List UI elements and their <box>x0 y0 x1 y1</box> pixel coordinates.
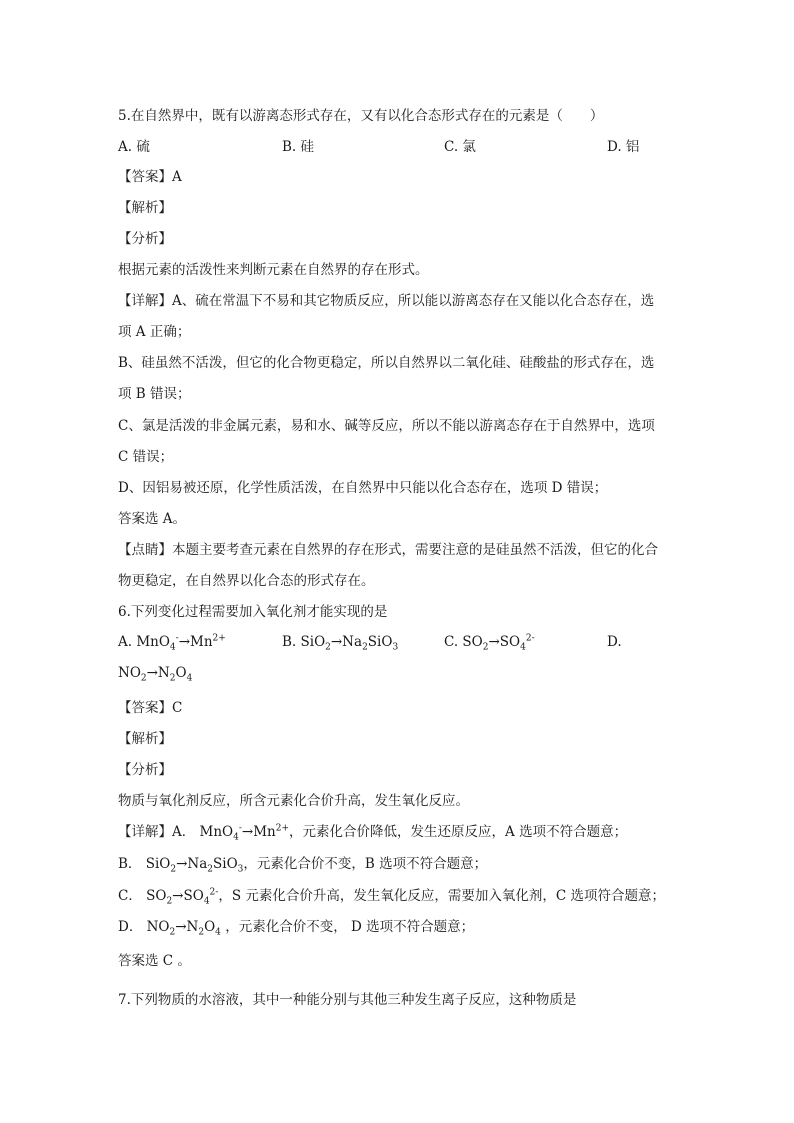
q5-dianjing-b: 物更稳定，在自然界以化合态的形式存在。 <box>118 573 375 589</box>
q5-detail-1a: A、硫在常温下不易和其它物质反应，所以能以游离态存在又能以化合态存在，选 <box>172 293 655 309</box>
q5-detail-3b: C 错误； <box>118 449 174 465</box>
q6-option-b: B. $SiO_2\to Na_2SiO_3$ <box>282 634 399 653</box>
q5-dianjing-label: 【点睛】 <box>118 542 172 558</box>
q6-detail-label: 【详解】 <box>118 824 172 840</box>
q6-answer-line <box>118 696 182 716</box>
q5-dianjing-a: 本题主要考查元素在自然界的存在形式，需要注意的是硅虽然不活泼，但它的化合 <box>172 542 658 558</box>
q5-detail-4: D、因铝易被还原，化学性质活泼，在自然界中只能以化合态存在，选项 D 错误； <box>118 480 608 496</box>
q5-detail-label: 【详解】 <box>118 293 172 309</box>
q6-detail-a: 【详解】A． $MnO_4^-\to Mn^{2+}$，元素化合价降低，发生还原反应，A 选项不符合题意； <box>118 823 628 843</box>
q6-option-d-label: D. <box>607 634 622 650</box>
q6-answer-label: 【答案】 <box>118 700 172 716</box>
q6-detail-b-text: ，元素化合价不变，B 选项不符合题意； <box>243 856 488 872</box>
q5-detail-line-1 <box>118 289 654 309</box>
q5-fenxi-label: 【分析】 <box>118 231 172 247</box>
q6-detail-c-text: ，S 元素化合价升高，发生氧化反应，需要加入氧化剂，C 选项符合题意； <box>218 888 665 904</box>
q5-stem: 5.在自然界中，既有以游离态形式存在，又有以化合态形式存在的元素是（ ） <box>118 108 604 124</box>
q6-analysis-text: 物质与氧化剂反应，所含元素化合价升高，发生氧化反应。 <box>118 793 469 809</box>
q7-stem: 7.下列物质的水溶液，其中一种能分别与其他三种发生离子反应，这种物质是 <box>118 992 577 1008</box>
q5-option-a: A. 硫 <box>118 139 150 155</box>
q5-option-c: C. 氯 <box>444 139 476 155</box>
q5-detail-2b: 项 B 错误； <box>118 386 191 402</box>
q6-detail-b: B． $SiO_2\to Na_2SiO_3$，元素化合价不变，B 选项不符合题意； <box>118 856 488 875</box>
q6-fenxi-label: 【分析】 <box>118 762 172 778</box>
q6-detail-a-text: ，元素化合价降低，发生还原反应，A 选项不符合题意； <box>289 824 628 840</box>
q6-answer-value: C <box>172 700 183 716</box>
q5-analysis-text: 根据元素的活泼性来判断元素在自然界的存在形式。 <box>118 262 429 278</box>
q5-dianjing-line-1 <box>118 538 658 558</box>
q5-detail-2a: B、硅虽然不活泼，但它的化合物更稳定，所以自然界以二氧化硅、硅酸盐的形式存在，选 <box>118 355 655 371</box>
q5-detail-3a: C、氯是活泼的非金属元素，易和水、碱等反应，所以不能以游离态存在于自然界中，选项 <box>118 418 655 434</box>
q5-option-b: B. 硅 <box>282 139 315 155</box>
q6-detail-d-text: ，元素化合价不变， D 选项不符合题意； <box>220 919 475 935</box>
q6-detail-d: D． $NO_2\to N_2O_4$ ，元素化合价不变， D 选项不符合题意； <box>118 919 475 938</box>
q6-jiexi-label: 【解析】 <box>118 731 172 747</box>
q6-option-c: C. $SO_2\to SO_4^{2-}$ <box>444 633 535 653</box>
q5-option-d: D. 铝 <box>607 139 640 155</box>
q5-answer-line <box>118 165 182 185</box>
q6-option-a: A. $MnO_4^-\to Mn^{2+}$ <box>118 633 226 653</box>
q5-answer-label: 【答案】 <box>118 169 172 185</box>
q6-option-d-formula: $NO_2\to N_2O_4$ <box>118 665 193 684</box>
q5-conclusion: 答案选 A。 <box>118 511 187 527</box>
q5-detail-1b: 项 A 正确； <box>118 324 191 340</box>
q5-answer-value: A <box>172 169 182 185</box>
q6-detail-c: C． $SO_2\to SO_4^{2-}$，S 元素化合价升高，发生氧化反应，需要加入氧化剂，C 选项符合题意； <box>118 887 665 907</box>
q5-jiexi-label: 【解析】 <box>118 200 172 216</box>
q6-stem: 6.下列变化过程需要加入氧化剂才能实现的是 <box>118 604 388 620</box>
q6-conclusion: 答案选 C 。 <box>118 953 191 969</box>
